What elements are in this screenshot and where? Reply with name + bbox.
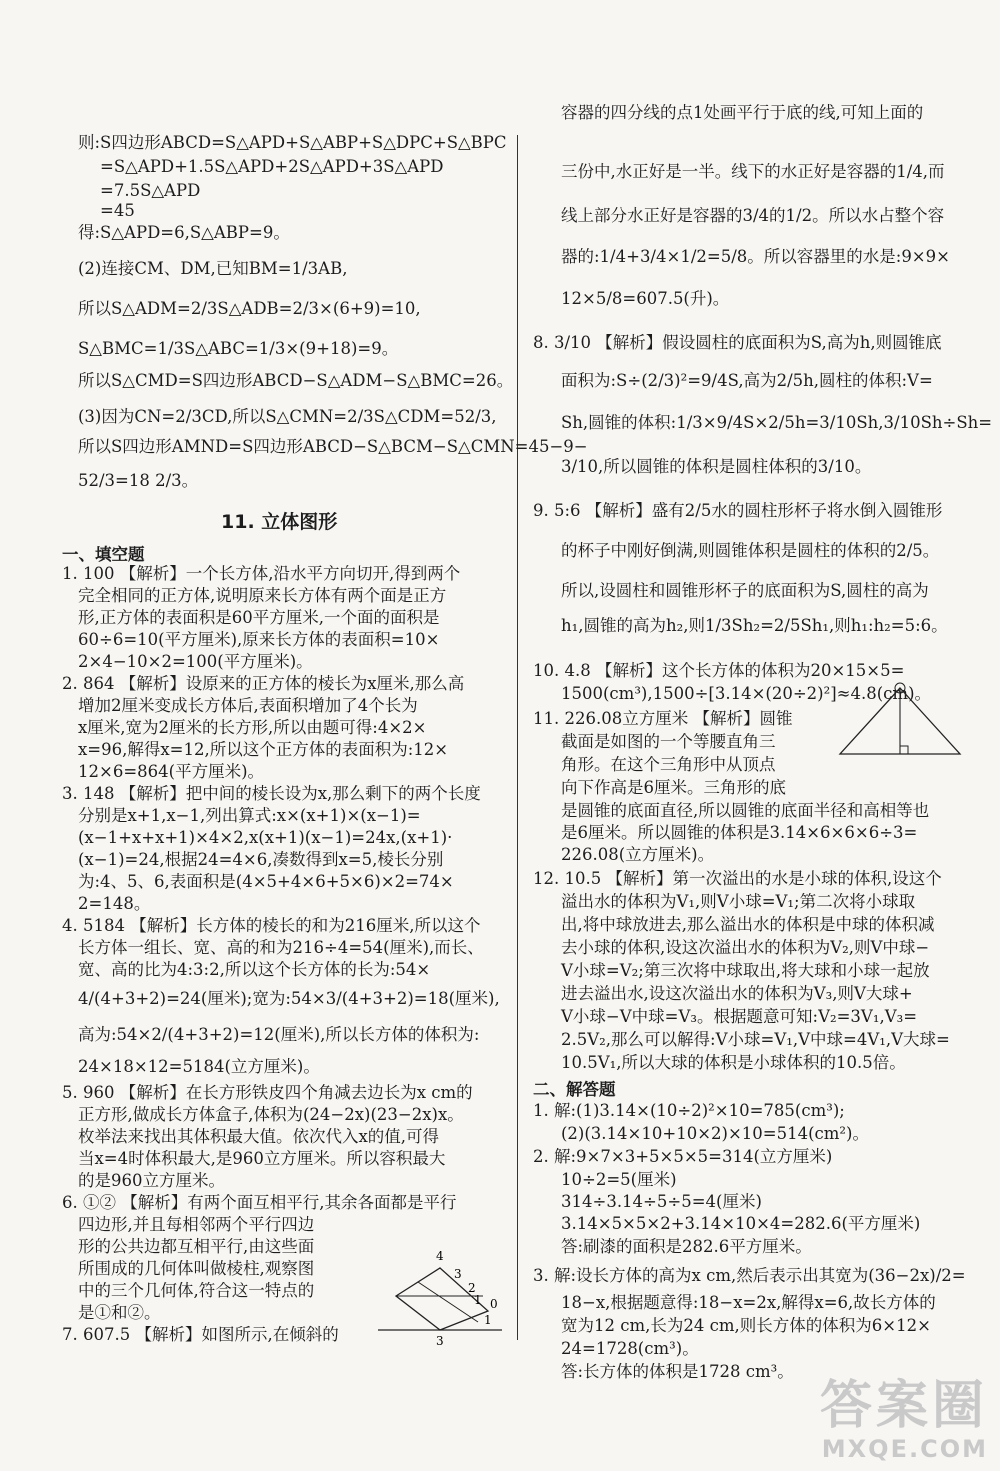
text-line: 的杯子中刚好倒满,则圆锥体积是圆柱的体积的2/5。	[561, 541, 940, 560]
text-line: 2×4−10×2=100(平方厘米)。	[78, 652, 313, 671]
text-line: 314÷3.14÷5÷5=4(厘米)	[561, 1192, 762, 1211]
text-line: 截面是如图的一个等腰直角三	[561, 732, 776, 751]
text-line: 10.5V₁,所以大球的体积是小球体积的10.5倍。	[561, 1053, 906, 1072]
text-line: 3/10,所以圆锥的体积是圆柱体积的3/10。	[561, 457, 872, 476]
text-line: 中的三个几何体,符合这一特点的	[78, 1281, 315, 1300]
text-line: 所以S△CMD=S四边形ABCD−S△ADM−S△BMC=26。	[78, 371, 514, 390]
text-line: 是①和②。	[78, 1303, 161, 1322]
fig-label: 4	[436, 1249, 444, 1263]
text-line: 所围成的几何体叫做棱柱,观察图	[78, 1259, 315, 1278]
text-line: =7.5S△APD	[100, 181, 201, 200]
watermark-logo: 答案圈	[819, 1376, 988, 1436]
text-line: 器的:1/4+3/4×1/2=5/8。所以容器里的水是:9×9×	[561, 247, 950, 266]
text-line: 5. 960 【解析】在长方形铁皮四个角减去边长为x cm的	[62, 1083, 473, 1102]
text-line: 增加2厘米变成长方体后,表面积增加了4个长为	[78, 696, 418, 715]
text-line: 出,将中球放进去,那么溢出水的体积是中球的体积减	[561, 915, 935, 934]
text-line: 向下作高是6厘米。三角形的底	[561, 778, 786, 797]
text-line: 枚举法来找出其体积最大值。依次代入x的值,可得	[78, 1127, 440, 1146]
text-line: (x−1)=24,根据24=4×6,凑数得到x=5,棱长分别	[78, 850, 444, 869]
text-line: 是6厘米。所以圆锥的体积是3.14×6×6×6÷3=	[561, 823, 918, 842]
text-line: 12×6=864(平方厘米)。	[78, 762, 265, 781]
text-line: 10÷2=5(厘米)	[561, 1170, 677, 1189]
text-line: 宽为12 cm,长为24 cm,则长方体的体积为6×12×	[561, 1316, 931, 1335]
text-line: 8. 3/10 【解析】假设圆柱的底面积为S,高为h,则圆锥底	[533, 333, 942, 352]
text-line: (2)连接CM、DM,已知BM=1/3AB,	[78, 259, 348, 278]
text-line: 9. 5:6 【解析】盛有2/5水的圆柱形杯子将水倒入圆锥形	[533, 501, 943, 520]
text-line: 3. 148 【解析】把中间的棱长设为x,那么剩下的两个长度	[62, 784, 481, 803]
text-line: (3)因为CN=2/3CD,所以S△CMN=2/3S△CDM=52/3,	[78, 407, 497, 426]
isosceles-triangle-figure	[835, 676, 965, 758]
text-line: 是圆锥的底面直径,所以圆锥的底面半径和高相等也	[561, 801, 930, 820]
text-line: 进去溢出水,设这次溢出水的体积为V₃,则V大球+	[561, 984, 913, 1003]
fig-label: 1	[474, 1293, 482, 1307]
text-line: 3.14×5×5×2+3.14×10×4=282.6(平方厘米)	[561, 1214, 921, 1233]
text-line: 形,正方体的表面积是60平方厘米,一个面的面积是	[78, 608, 440, 627]
text-line: 得:S△APD=6,S△ABP=9。	[78, 223, 290, 242]
tilted-container-figure	[378, 1248, 502, 1348]
text-line: V小球−V中球=V₃。根据题意可知:V₂=3V₁,V₃=	[561, 1007, 918, 1026]
text-line: 1. 解:(1)3.14×(10÷2)²×10=785(cm³);	[533, 1101, 845, 1120]
text-line: 2. 解:9×7×3+5×5×5=314(立方厘米)	[533, 1147, 833, 1166]
text-line: h₁,圆锥的高为h₂,则1/3Sh₂=2/5Sh₁,则h₁:h₂=5:6。	[561, 616, 948, 635]
text-line: 答:刷漆的面积是282.6平方厘米。	[561, 1237, 812, 1256]
text-line: 1. 100 【解析】一个长方体,沿水平方向切开,得到两个	[62, 564, 461, 583]
fig-label: 3	[454, 1267, 462, 1281]
text-line: 所以S△ADM=2/3S△ADB=2/3×(6+9)=10,	[78, 299, 421, 318]
text-line: 4. 5184 【解析】长方体的棱长的和为216厘米,所以这个	[62, 916, 481, 935]
text-line: 分别是x+1,x−1,列出算式:x×(x+1)×(x−1)=	[78, 806, 421, 825]
text-line: 形的公共边都互相平行,由这些面	[78, 1237, 315, 1256]
text-line: 18−x,根据题意得:18−x=2x,解得x=6,故长方体的	[561, 1293, 936, 1312]
section-title: 11. 立体图形	[221, 511, 338, 533]
text-line: 12. 10.5 【解析】第一次溢出的水是小球的体积,设这个	[533, 869, 942, 888]
text-line: 面积为:S÷(2/3)²=9/4S,高为2/5h,圆柱的体积:V=	[561, 371, 933, 390]
text-line: 24×18×12=5184(立方厘米)。	[78, 1057, 320, 1076]
text-line: 24=1728(cm³)。	[561, 1339, 699, 1358]
text-line: 6. ①② 【解析】有两个面互相平行,其余各面都是平行	[62, 1193, 457, 1212]
watermark-site: MXQE.COM	[821, 1435, 988, 1463]
group-heading: 二、解答题	[533, 1080, 616, 1099]
text-line: (x−1+x+x+1)×4×2,x(x+1)(x−1)=24x,(x+1)·	[78, 828, 453, 847]
text-line: 长方体一组长、宽、高的和为216÷4=54(厘米),而长、	[78, 938, 484, 957]
text-line: 10. 4.8 【解析】这个长方体的体积为20×15×5=	[533, 661, 905, 680]
text-line: 当x=4时体积最大,是960立方厘米。所以容积最大	[78, 1149, 446, 1168]
text-line: 四边形,并且每相邻两个平行四边	[78, 1215, 315, 1234]
text-line: 溢出水的体积为V₁,则V小球=V₁;第二次将小球取	[561, 892, 916, 911]
text-line: 12×5/8=607.5(升)。	[561, 289, 730, 308]
text-line: x=96,解得x=12,所以这个正方体的表面积为:12×	[78, 740, 449, 759]
text-line: =S△APD+1.5S△APD+2S△APD+3S△APD	[100, 157, 444, 176]
text-line: 角形。在这个三角形中从顶点	[561, 755, 776, 774]
column-divider	[517, 135, 518, 1340]
group-heading: 一、填空题	[62, 545, 145, 564]
text-line: 4/(4+3+2)=24(厘米);宽为:54×3/(4+3+2)=18(厘米),	[78, 989, 500, 1008]
text-line: V小球=V₂;第三次将中球取出,将大球和小球一起放	[561, 961, 930, 980]
fig-label: 3	[436, 1334, 444, 1348]
text-line: 则:S四边形ABCD=S△APD+S△ABP+S△DPC+S△BPC	[78, 133, 507, 152]
text-line: 226.08(立方厘米)。	[561, 845, 715, 864]
text-line: 的是960立方厘米。	[78, 1171, 225, 1190]
text-line: 2=148。	[78, 894, 151, 913]
text-line: 11. 226.08立方厘米 【解析】圆锥	[533, 709, 793, 728]
text-line: 容器的四分线的点1处画平行于底的线,可知上面的	[561, 103, 924, 122]
text-line: Sh,圆锥的体积:1/3×9/4S×2/5h=3/10Sh,3/10Sh÷Sh=	[561, 413, 993, 432]
fig-label: 0	[490, 1297, 498, 1311]
text-line: 60÷6=10(平方厘米),原来长方体的表面积=10×	[78, 630, 440, 649]
text-line: 答:长方体的体积是1728 cm³。	[561, 1362, 794, 1381]
fig-label: 2	[468, 1281, 476, 1295]
text-line: x厘米,宽为2厘米的长方形,所以由题可得:4×2×	[78, 718, 427, 737]
text-line: 2. 864 【解析】设原来的正方体的棱长为x厘米,那么高	[62, 674, 465, 693]
text-line: S△BMC=1/3S△ABC=1/3×(9+18)=9。	[78, 339, 399, 358]
text-line: 完全相同的正方体,说明原来长方体有两个面是正方	[78, 586, 447, 605]
text-line: 去小球的体积,设这次溢出水的体积为V₂,则V中球−	[561, 938, 930, 957]
watermark	[820, 1377, 988, 1463]
text-line: (2)(3.14×10+10×2)×10=514(cm²)。	[561, 1124, 869, 1143]
text-line: 2.5V₂,那么可以解得:V小球=V₁,V中球=4V₁,V大球=	[561, 1030, 950, 1049]
text-line: =45	[100, 201, 135, 220]
text-line: 7. 607.5 【解析】如图所示,在倾斜的	[62, 1325, 339, 1344]
text-line: 三份中,水正好是一半。线下的水正好是容器的1/4,而	[561, 162, 945, 181]
text-line: 所以,设圆柱和圆锥形杯子的底面积为S,圆柱的高为	[561, 581, 929, 600]
text-line: 1500(cm³),1500÷[3.14×(20÷2)²]≈4.8(cm)。	[561, 684, 932, 703]
text-line: 宽、高的比为4:3:2,所以这个长方体的长为:54×	[78, 960, 431, 979]
text-line: 线上部分水正好是容器的3/4的1/2。所以水占整个容	[561, 206, 945, 225]
text-line: 高为:54×2/(4+3+2)=12(厘米),所以长方体的体积为:	[78, 1025, 480, 1044]
text-line: 为:4、5、6,表面积是(4×5+4×6+5×6)×2=74×	[78, 872, 454, 891]
text-line: 52/3=18 2/3。	[78, 471, 199, 490]
fig-label: 1	[484, 1313, 492, 1327]
text-line: 3. 解:设长方体的高为x cm,然后表示出其宽为(36−2x)/2=	[533, 1266, 966, 1285]
text-line: 所以S四边形AMND=S四边形ABCD−S△BCM−S△CMN=45−9−	[78, 437, 588, 456]
text-line: 正方形,做成长方体盒子,体积为(24−2x)(23−2x)x。	[78, 1105, 464, 1124]
